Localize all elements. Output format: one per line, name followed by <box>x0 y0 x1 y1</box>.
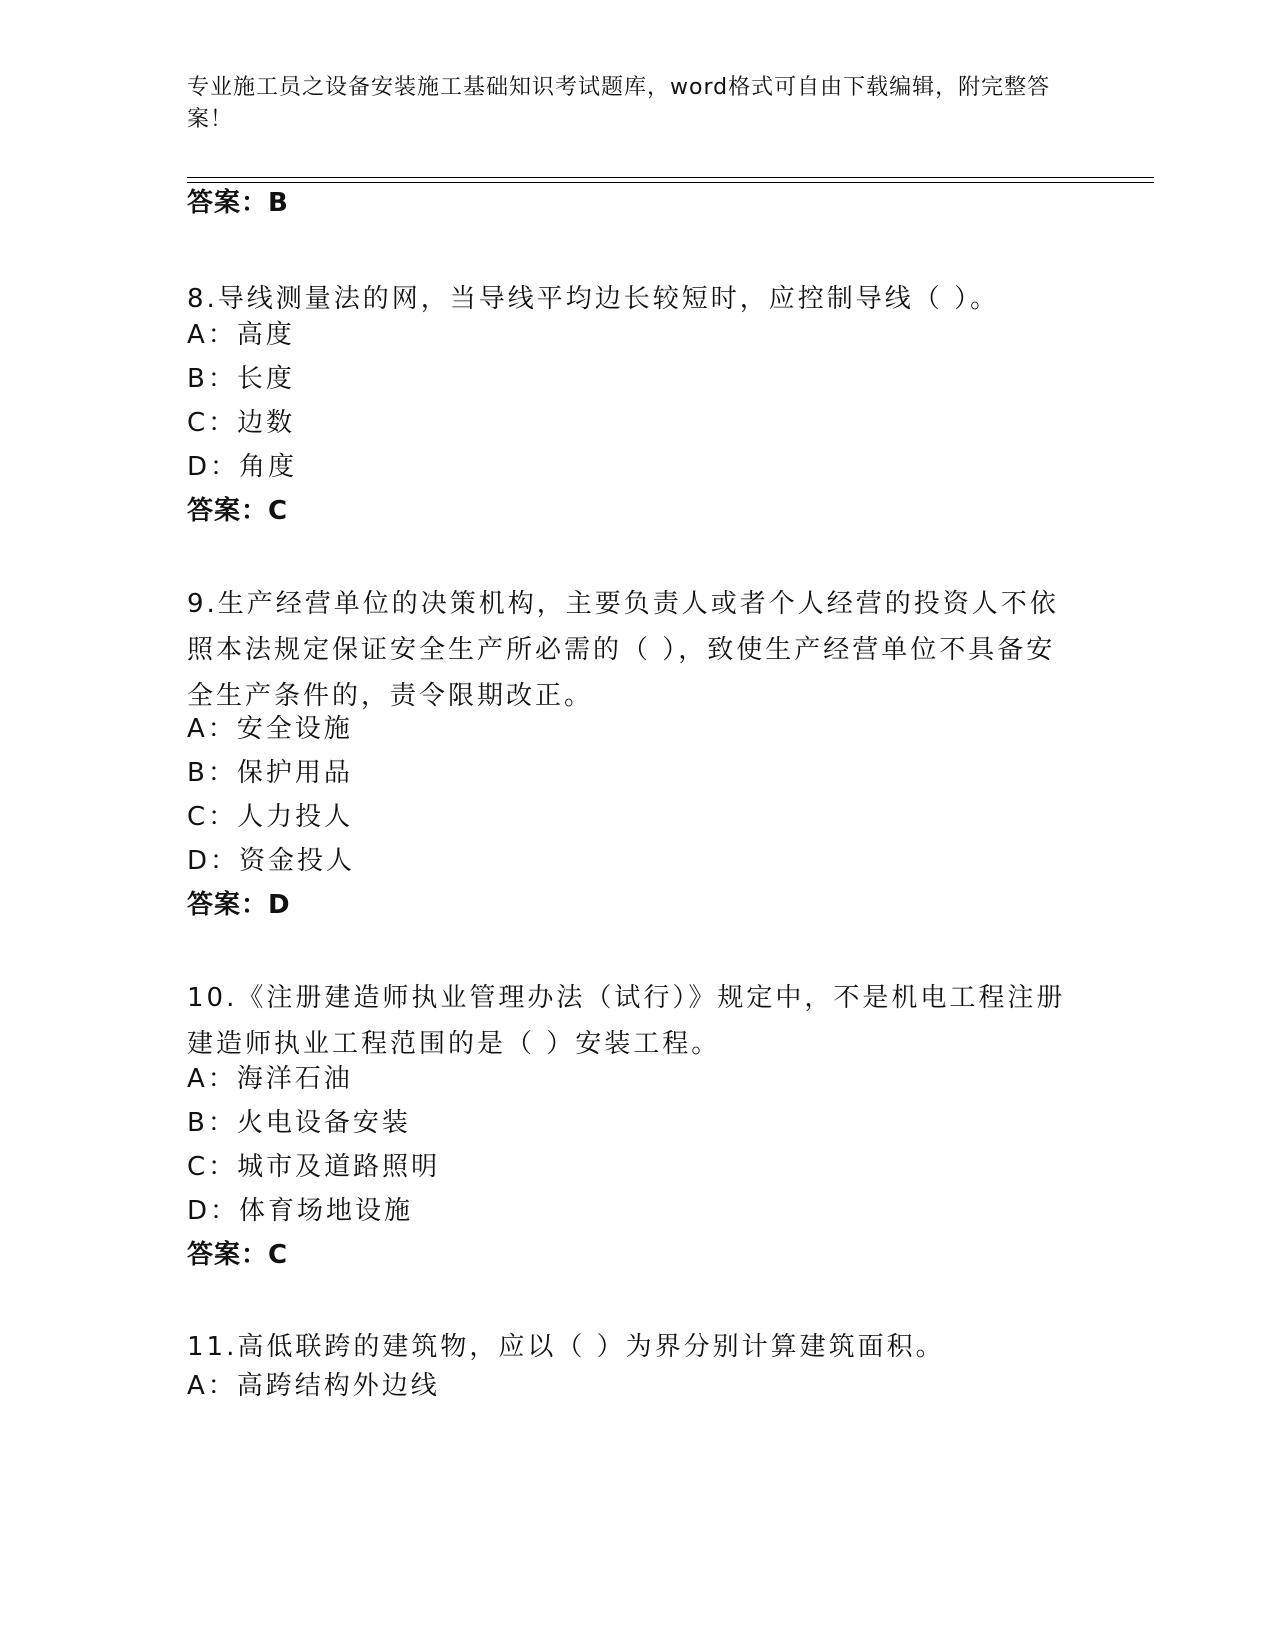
question-8-option-c: C：边数 <box>187 408 296 438</box>
answer-7: 答案：B <box>187 188 289 218</box>
question-9-option-b: B：保护用品 <box>187 758 353 788</box>
question-8-option-b: B：长度 <box>187 364 295 394</box>
question-9-option-d: D：资金投人 <box>187 846 356 876</box>
question-9-option-a: A：安全设施 <box>187 714 353 744</box>
question-10-option-a: A：海洋石油 <box>187 1064 353 1094</box>
answer-8: 答案：C <box>187 496 289 526</box>
question-10-option-d: D：体育场地设施 <box>187 1196 414 1226</box>
answer-10: 答案：C <box>187 1240 289 1270</box>
question-11-stem: 11.高低联跨的建筑物，应以（ ）为界分别计算建筑面积。 <box>187 1332 945 1362</box>
question-8-stem: 8.导线测量法的网，当导线平均边长较短时，应控制导线（ ）。 <box>187 284 1000 314</box>
header-divider-bottom <box>187 182 1154 183</box>
answer-9: 答案：D <box>187 890 291 920</box>
question-10-option-c: C：城市及道路照明 <box>187 1152 441 1182</box>
question-11-option-a: A：高跨结构外边线 <box>187 1371 440 1401</box>
question-9-option-c: C：人力投人 <box>187 802 354 832</box>
question-8-option-d: D：角度 <box>187 452 298 482</box>
question-8-option-a: A：高度 <box>187 320 295 350</box>
question-10-option-b: B：火电设备安装 <box>187 1108 411 1138</box>
header-divider-top <box>187 177 1154 178</box>
document-header: 专业施工员之设备安装施工基础知识考试题库，word格式可自由下载编辑，附完整答案！ <box>187 75 1051 132</box>
question-9-stem: 9.生产经营单位的决策机构，主要负责人或者个人经营的投资人不依照本法规定保证安全生产所必需的（ ），致使生产经营单位不具备安全生产条件的，责令限期改正。 <box>187 589 1059 711</box>
question-10-stem: 10.《注册建造师执业管理办法（试行）》规定中，不是机电工程注册建造师执业工程范围的是（ ）安装工程。 <box>187 983 1066 1059</box>
